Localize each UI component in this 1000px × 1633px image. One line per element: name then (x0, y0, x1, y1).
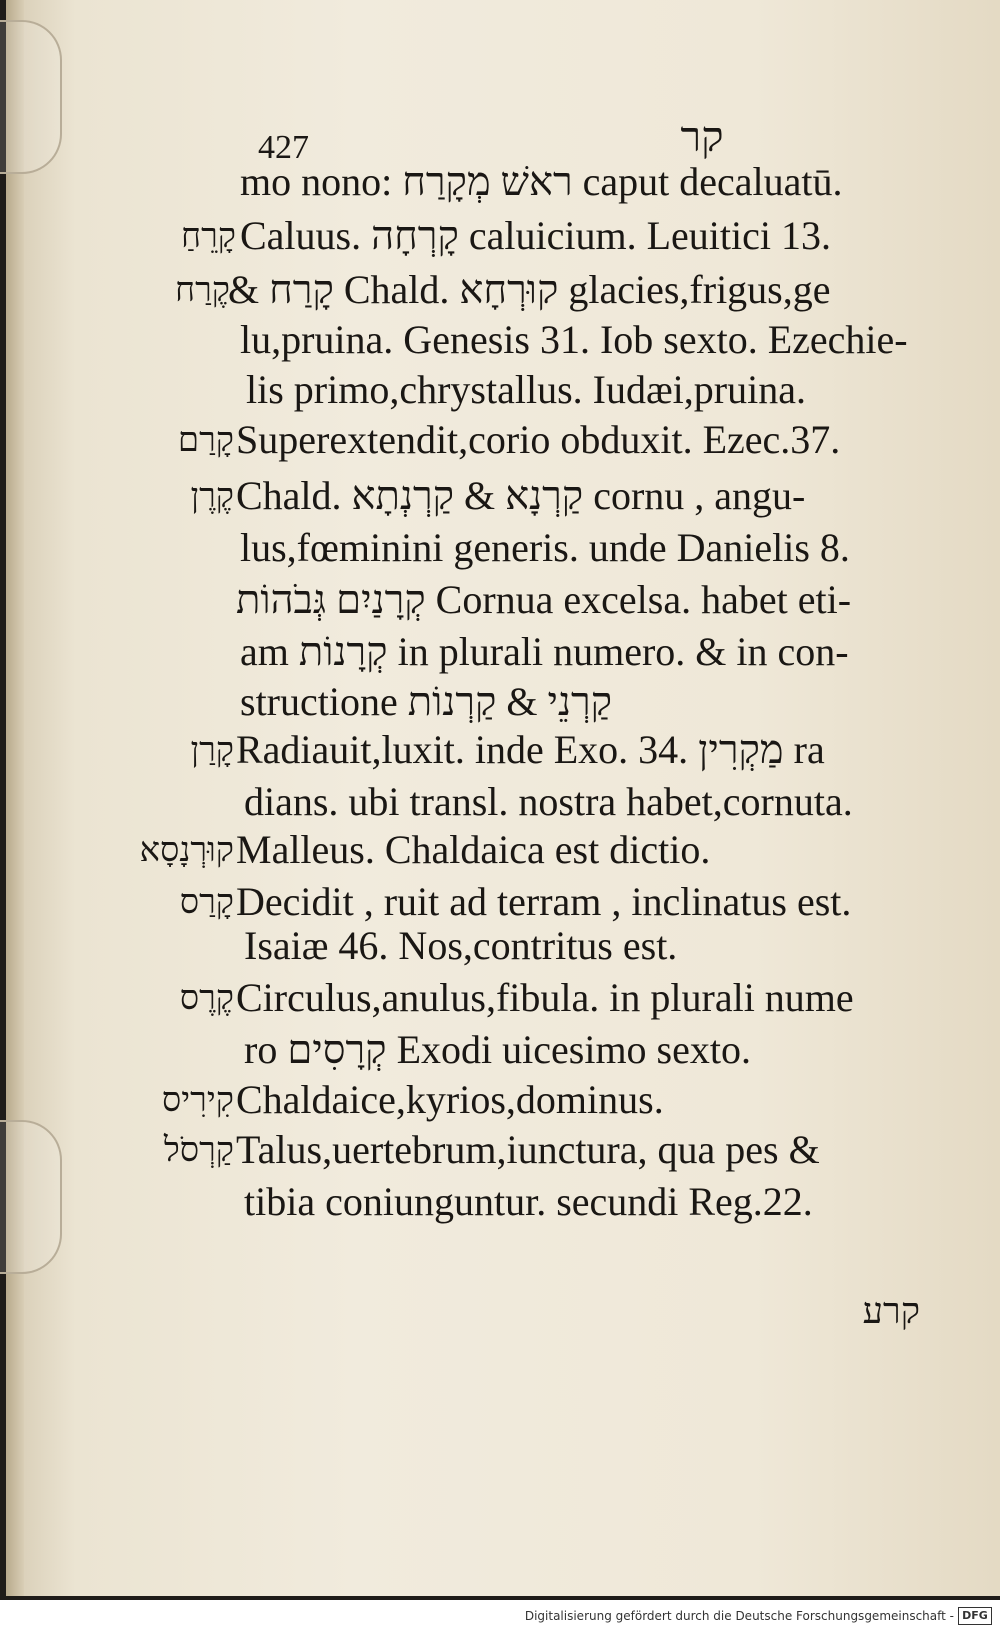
entry-line: Radiauit,luxit. inde Exo. 34. מַקְרִין ra (236, 727, 825, 772)
page-clip-bottom (0, 1120, 62, 1274)
entry-line: Decidit , ruit ad terram , inclinatus est. (236, 879, 852, 924)
entry-line: Chaldaice,kyrios,dominus. (236, 1077, 664, 1122)
entry-line: Superextendit,corio obduxit. Ezec.37. (236, 417, 841, 462)
entry-line: lus,fœminini generis. unde Danielis 8. (240, 525, 850, 570)
entry-lemma: קָרֵחַ (180, 216, 236, 256)
entry-lemma: קֶרֶן (190, 476, 234, 516)
entry-line: Chald. קַרְנָא & קַרְנְתָא cornu , angu- (236, 473, 806, 518)
entry-lemma: קָרַס (179, 882, 234, 922)
entry-lemma: קַרְסֹל (163, 1130, 234, 1170)
digitization-credit: Digitalisierung gefördert durch die Deutsche Forschungsgemeinschaft - (524, 1609, 954, 1623)
entry-lemma: קוּרְנָסָא (139, 830, 234, 870)
entry-line: Talus,uertebrum,iunctura, qua pes & (236, 1127, 820, 1172)
entry-line: Isaiæ 46. Nos,contritus est. (244, 923, 678, 968)
entry-line: Caluus. קָרְחָה caluicium. Leuitici 13. (240, 213, 831, 258)
entry-lemma: קֶרֶס (179, 978, 234, 1018)
entry-line: am קְרָנוֹת in plurali numero. & in con- (240, 629, 849, 674)
page-gutter (6, 0, 24, 1596)
entry-line: lu,pruina. Genesis 31. Iob sexto. Ezechie- (240, 317, 908, 362)
entry-line: dians. ubi transl. nostra habet,cornuta. (244, 779, 853, 824)
entry-lemma: קִירִיס (161, 1080, 234, 1120)
entry-line: lis primo,chrystallus. Iudæi,pruina. (246, 367, 806, 412)
folio-number: 427 (258, 129, 309, 166)
entry-lemma: קָרַן (190, 730, 234, 770)
entry-line: mo nono: ראשׁ מְקָרַח caput decaluatū. (240, 159, 843, 204)
catchword: קרע (862, 1291, 920, 1332)
entry-line: & קָרַח Chald. קוּרְחָא glacies,frigus,ge (228, 267, 831, 312)
running-head: קר (680, 112, 724, 161)
entry-line: קְרָנַיִם גְּבֹהוֹת Cornua excelsa. habet eti- (236, 577, 852, 622)
entry-line: Malleus. Chaldaica est dictio. (236, 827, 711, 872)
page-clip-top (0, 20, 62, 174)
entry-line: structione קַרְנֵי & קַרְנוֹת (240, 679, 613, 724)
entry-line: ro קְרָסִים Exodi uicesimo sexto. (244, 1027, 751, 1072)
dfg-logo: DFG (958, 1607, 992, 1625)
entry-line: tibia coniunguntur. secundi Reg.22. (244, 1179, 813, 1224)
entry-lemma: קֶרַח (174, 270, 230, 310)
entry-lemma: קָרַם (177, 420, 234, 460)
footer-bar (0, 1600, 1000, 1633)
entry-line: Circulus,anulus,fibula. in plurali nume (236, 975, 854, 1020)
